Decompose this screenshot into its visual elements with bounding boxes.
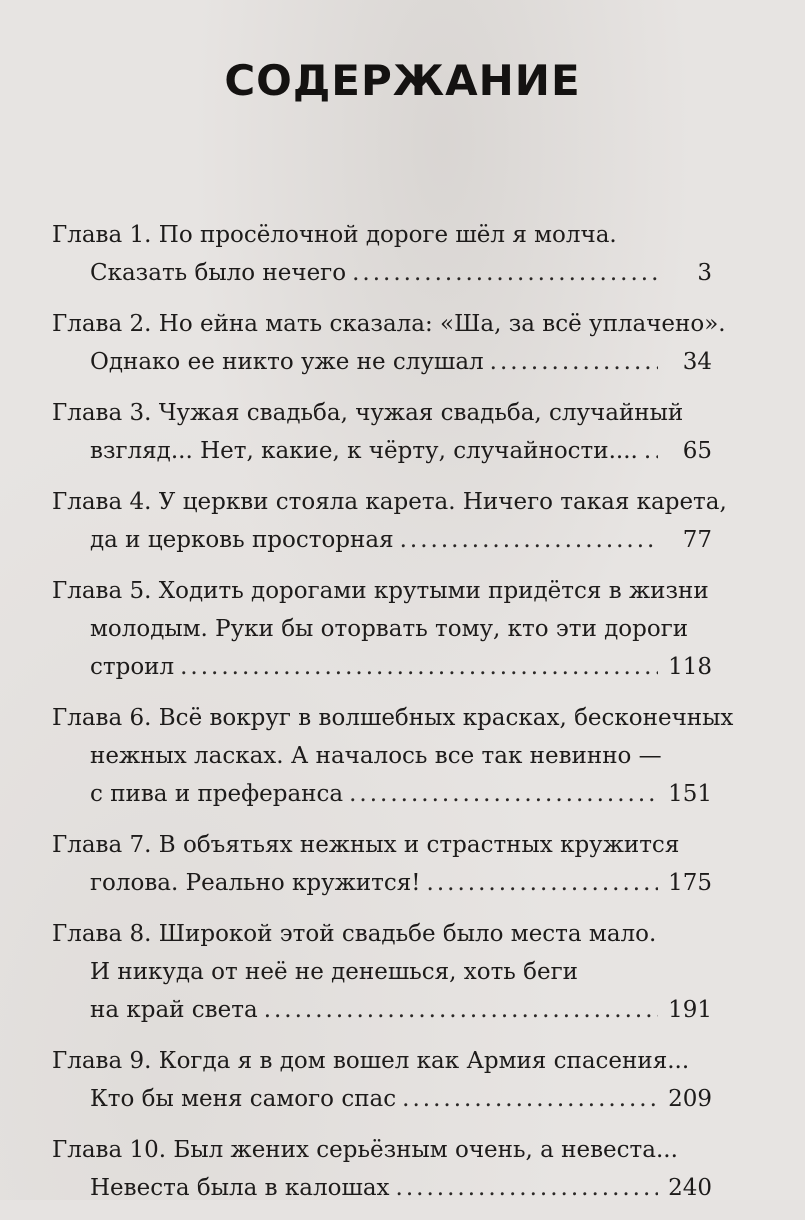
toc-entry[interactable] xyxy=(52,699,734,813)
toc-entry[interactable] xyxy=(52,1131,712,1207)
toc-entry[interactable] xyxy=(52,216,712,292)
page-number[interactable]: 65 xyxy=(682,438,712,464)
chapter-heading-continuation: И никуда от неё не денешься, хоть беги xyxy=(90,959,578,985)
toc-entry[interactable] xyxy=(52,915,712,1029)
chapter-heading: Глава 7. В объятьях нежных и страстных кружится xyxy=(52,832,680,858)
dot-leader xyxy=(264,991,658,1029)
chapter-last-line xyxy=(52,1169,712,1207)
chapter-last-line xyxy=(52,775,712,813)
chapter-heading-continuation: молодым. Руки бы оторвать тому, кто эти дороги xyxy=(90,616,689,642)
chapter-last-line xyxy=(52,991,712,1029)
chapter-heading: Глава 4. У церкви стояла карета. Ничего такая карета, xyxy=(52,489,727,515)
table-of-contents xyxy=(52,216,734,1220)
dot-leader xyxy=(396,1169,658,1207)
chapter-heading-end: с пива и преферанса xyxy=(90,781,344,807)
chapter-heading: Глава 10. Был жених серьёзным очень, а невеста... xyxy=(52,1137,678,1163)
chapter-heading-end: строил xyxy=(90,654,175,680)
chapter-heading: Глава 6. Всё вокруг в волшебных красках, бесконечных xyxy=(52,705,734,731)
page-number[interactable]: 191 xyxy=(668,997,712,1023)
page-number[interactable]: 3 xyxy=(697,260,712,286)
toc-entry[interactable] xyxy=(52,1042,712,1118)
page-number[interactable]: 240 xyxy=(668,1175,712,1201)
chapter-last-line xyxy=(52,432,712,470)
chapter-heading-continuation: нежных ласках. А началось все так невинно — xyxy=(90,743,662,769)
page-number[interactable]: 34 xyxy=(682,349,712,375)
page-number[interactable]: 209 xyxy=(668,1086,712,1112)
dot-leader xyxy=(644,432,658,470)
chapter-heading-end: Сказать было нечего xyxy=(90,260,347,286)
chapter-heading-end: на край света xyxy=(90,997,258,1023)
chapter-heading-end: да и церковь просторная xyxy=(90,527,394,553)
chapter-heading: Глава 2. Но ейна мать сказала: «Ша, за всё уплачено». xyxy=(52,311,726,337)
toc-entry[interactable] xyxy=(52,305,726,381)
chapter-last-line xyxy=(52,254,712,292)
chapter-last-line xyxy=(52,864,712,902)
page-number[interactable]: 77 xyxy=(682,527,712,553)
toc-entry[interactable] xyxy=(52,394,712,470)
toc-entry[interactable] xyxy=(52,572,712,686)
page-title: СОДЕРЖАНИЕ xyxy=(224,56,581,105)
chapter-last-line xyxy=(52,1080,712,1118)
chapter-heading: Глава 9. Когда я в дом вошел как Армия спасения... xyxy=(52,1048,690,1074)
page-number[interactable]: 175 xyxy=(668,870,712,896)
chapter-heading-end: Невеста была в калошах xyxy=(90,1175,390,1201)
page-number[interactable]: 151 xyxy=(668,781,712,807)
chapter-heading-end: Кто бы меня самого спас xyxy=(90,1086,397,1112)
chapter-last-line xyxy=(52,648,712,686)
dot-leader xyxy=(490,343,658,381)
chapter-heading-end: Однако ее никто уже не слушал xyxy=(90,349,484,375)
dot-leader xyxy=(180,648,658,686)
dot-leader xyxy=(427,864,658,902)
toc-entry[interactable] xyxy=(52,826,712,902)
chapter-heading: Глава 5. Ходить дорогами крутыми придётся в жизни xyxy=(52,578,709,604)
page-number[interactable]: 118 xyxy=(668,654,712,680)
dot-leader xyxy=(352,254,658,292)
chapter-last-line xyxy=(52,521,712,559)
dot-leader xyxy=(400,521,658,559)
dot-leader xyxy=(402,1080,658,1118)
chapter-heading-end: взгляд... Нет, какие, к чёрту, случайности.... xyxy=(90,438,638,464)
chapter-heading-end: голова. Реально кружится! xyxy=(90,870,421,896)
chapter-heading: Глава 3. Чужая свадьба, чужая свадьба, случайный xyxy=(52,400,684,426)
chapter-last-line xyxy=(52,343,712,381)
chapter-heading: Глава 1. По просёлочной дороге шёл я молча. xyxy=(52,222,617,248)
dot-leader xyxy=(349,775,658,813)
chapter-heading: Глава 8. Широкой этой свадьбе было места мало. xyxy=(52,921,657,947)
toc-entry[interactable] xyxy=(52,483,727,559)
